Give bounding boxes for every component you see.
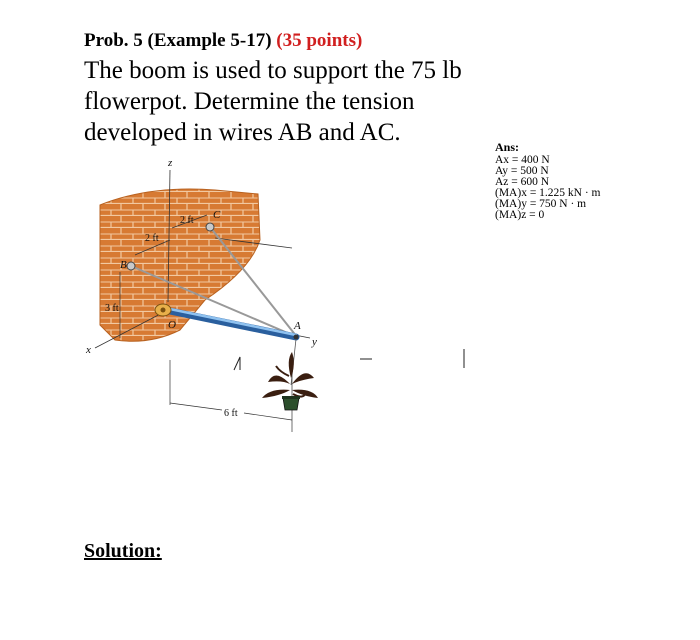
dim-3ft: 3 ft xyxy=(105,303,119,314)
point-o-label: O xyxy=(168,319,176,331)
answer-title: Ans: xyxy=(495,140,520,154)
answer-line: Ax = 400 N xyxy=(495,154,550,166)
y-axis-label: y xyxy=(312,336,317,348)
dim-line-6ft-right xyxy=(244,413,292,420)
points-label: (35 points) xyxy=(276,30,363,51)
point-a-label: A xyxy=(294,320,301,332)
anchor-c xyxy=(206,223,214,231)
answer-line: (MA)y = 750 N · m xyxy=(495,198,587,210)
dim-6ft: 6 ft xyxy=(224,408,238,419)
problem-title: Prob. 5 (Example 5-17) xyxy=(84,30,272,51)
answer-line: Az = 600 N xyxy=(495,176,550,188)
anchor-b xyxy=(127,262,135,270)
x-axis-label: x xyxy=(86,344,91,356)
point-b-label: B xyxy=(120,259,127,271)
point-c-label: C xyxy=(213,209,221,221)
z-axis-label: z xyxy=(168,157,173,169)
solution-label: Solution: xyxy=(84,540,162,562)
dim-line-6ft-left xyxy=(170,403,222,410)
problem-statement: The boom is used to support the 75 lb flowerpot. Determine the tension developed in wires AB and AC. xyxy=(84,57,462,146)
answer-line: (MA)x = 1.225 kN · m xyxy=(495,187,601,199)
point-a xyxy=(294,335,299,340)
handwritten-mark xyxy=(234,357,240,370)
dim-2ft-b: 2 ft xyxy=(180,215,194,226)
answer-line: (MA)z = 0 xyxy=(495,209,545,221)
flowerpot xyxy=(262,352,318,410)
answer-line: Ay = 500 N xyxy=(495,165,549,177)
dim-2ft-a: 2 ft xyxy=(145,233,159,244)
